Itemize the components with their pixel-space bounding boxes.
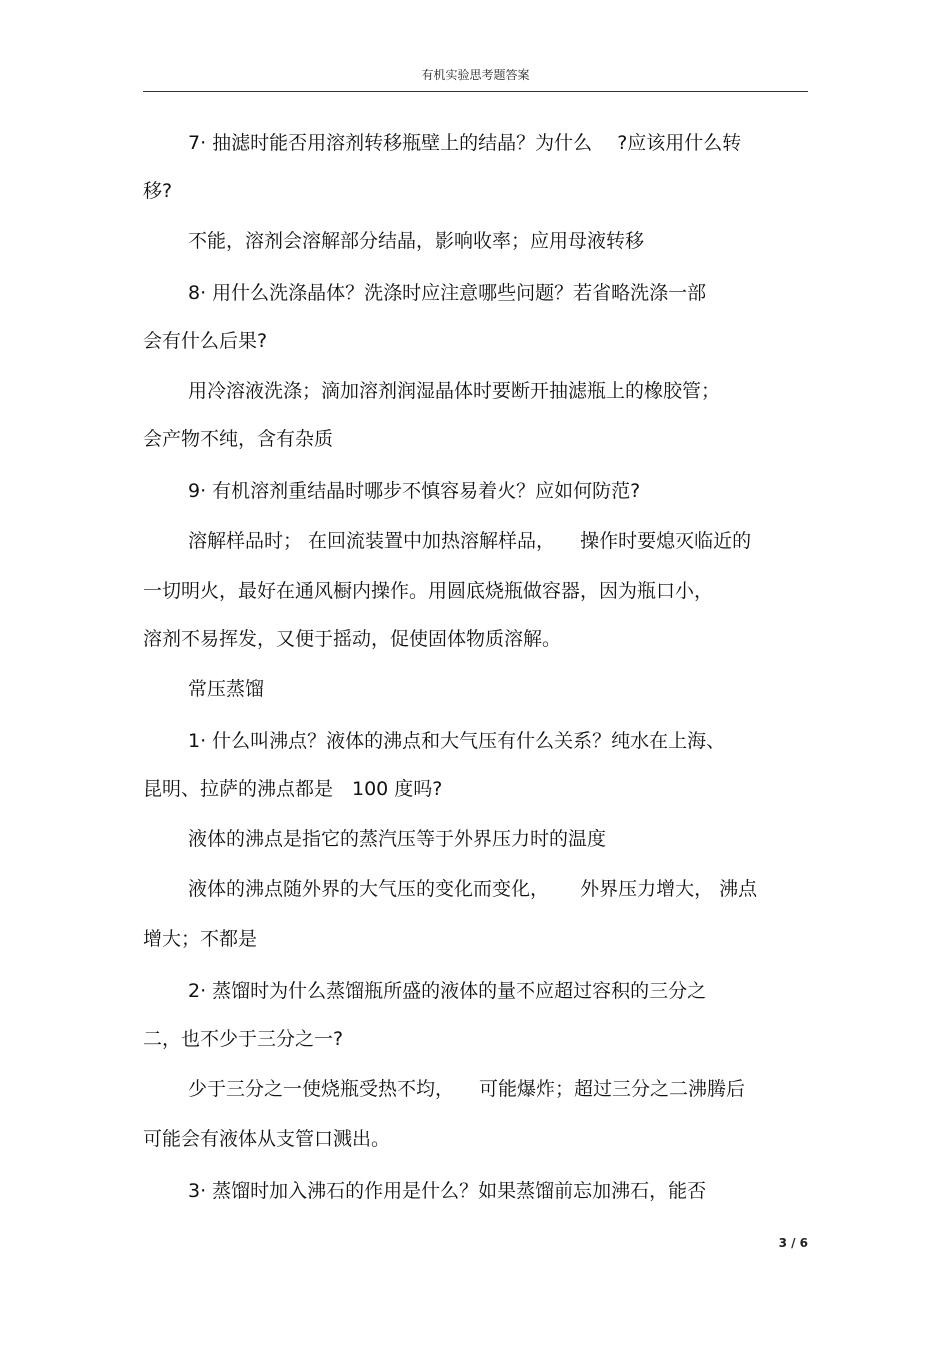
answer-8-line-2: 会产物不纯，含有杂质	[143, 428, 334, 450]
answer-2-line-1: 少于三分之一使烧瓶受热不均， 可能爆炸；超过三分之二沸腾后	[188, 1078, 746, 1100]
question-1-line-1: 1· 什么叫沸点？液体的沸点和大气压有什么关系？纯水在上海、	[188, 730, 726, 752]
question-7-line-2: 移?	[143, 180, 173, 202]
question-2-line-1: 2· 蒸馏时为什么蒸馏瓶所盛的液体的量不应超过容积的三分之	[188, 980, 707, 1002]
question-1-line-2: 昆明、拉萨的沸点都是 100 度吗?	[143, 778, 443, 800]
answer-2-line-2: 可能会有液体从支管口溅出。	[143, 1128, 391, 1150]
page-number: 3 / 6	[778, 1236, 808, 1250]
question-7-line-1: 7· 抽滤时能否用溶剂转移瓶壁上的结晶？为什么 ?应该用什么转	[188, 132, 742, 154]
question-2-line-2: 二，也不少于三分之一?	[143, 1028, 344, 1050]
answer-9-line-2: 一切明火，最好在通风橱内操作。用圆底烧瓶做容器，因为瓶口小，	[143, 580, 714, 602]
question-8-line-1: 8· 用什么洗涤晶体？洗涤时应注意哪些问题？若省略洗涤一部	[188, 282, 707, 304]
question-9: 9· 有机溶剂重结晶时哪步不慎容易着火？应如何防范?	[188, 480, 641, 502]
answer-7: 不能，溶剂会溶解部分结晶，影响收率；应用母液转移	[188, 230, 645, 252]
header-divider	[143, 91, 808, 92]
question-3-line-1: 3· 蒸馏时加入沸石的作用是什么？如果蒸馏前忘加沸石，能否	[188, 1180, 707, 1202]
answer-1-line-2: 液体的沸点随外界的大气压的变化而变化， 外界压力增大， 沸点	[188, 878, 758, 900]
answer-1-line-1: 液体的沸点是指它的蒸汽压等于外界压力时的温度	[188, 828, 607, 850]
page-header-title: 有机实验思考题答案	[421, 68, 530, 82]
section-heading-distillation: 常压蒸馏	[188, 678, 265, 700]
question-8-line-2: 会有什么后果?	[143, 330, 268, 352]
answer-9-line-1: 溶解样品时； 在回流装置中加热溶解样品， 操作时要熄灭临近的	[188, 530, 752, 552]
answer-9-line-3: 溶剂不易挥发，又便于摇动，促使固体物质溶解。	[143, 628, 562, 650]
answer-8-line-1: 用冷溶液洗涤；滴加溶剂润湿晶体时要断开抽滤瓶上的橡胶管；	[188, 380, 721, 402]
answer-1-line-3: 增大；不都是	[143, 928, 258, 950]
